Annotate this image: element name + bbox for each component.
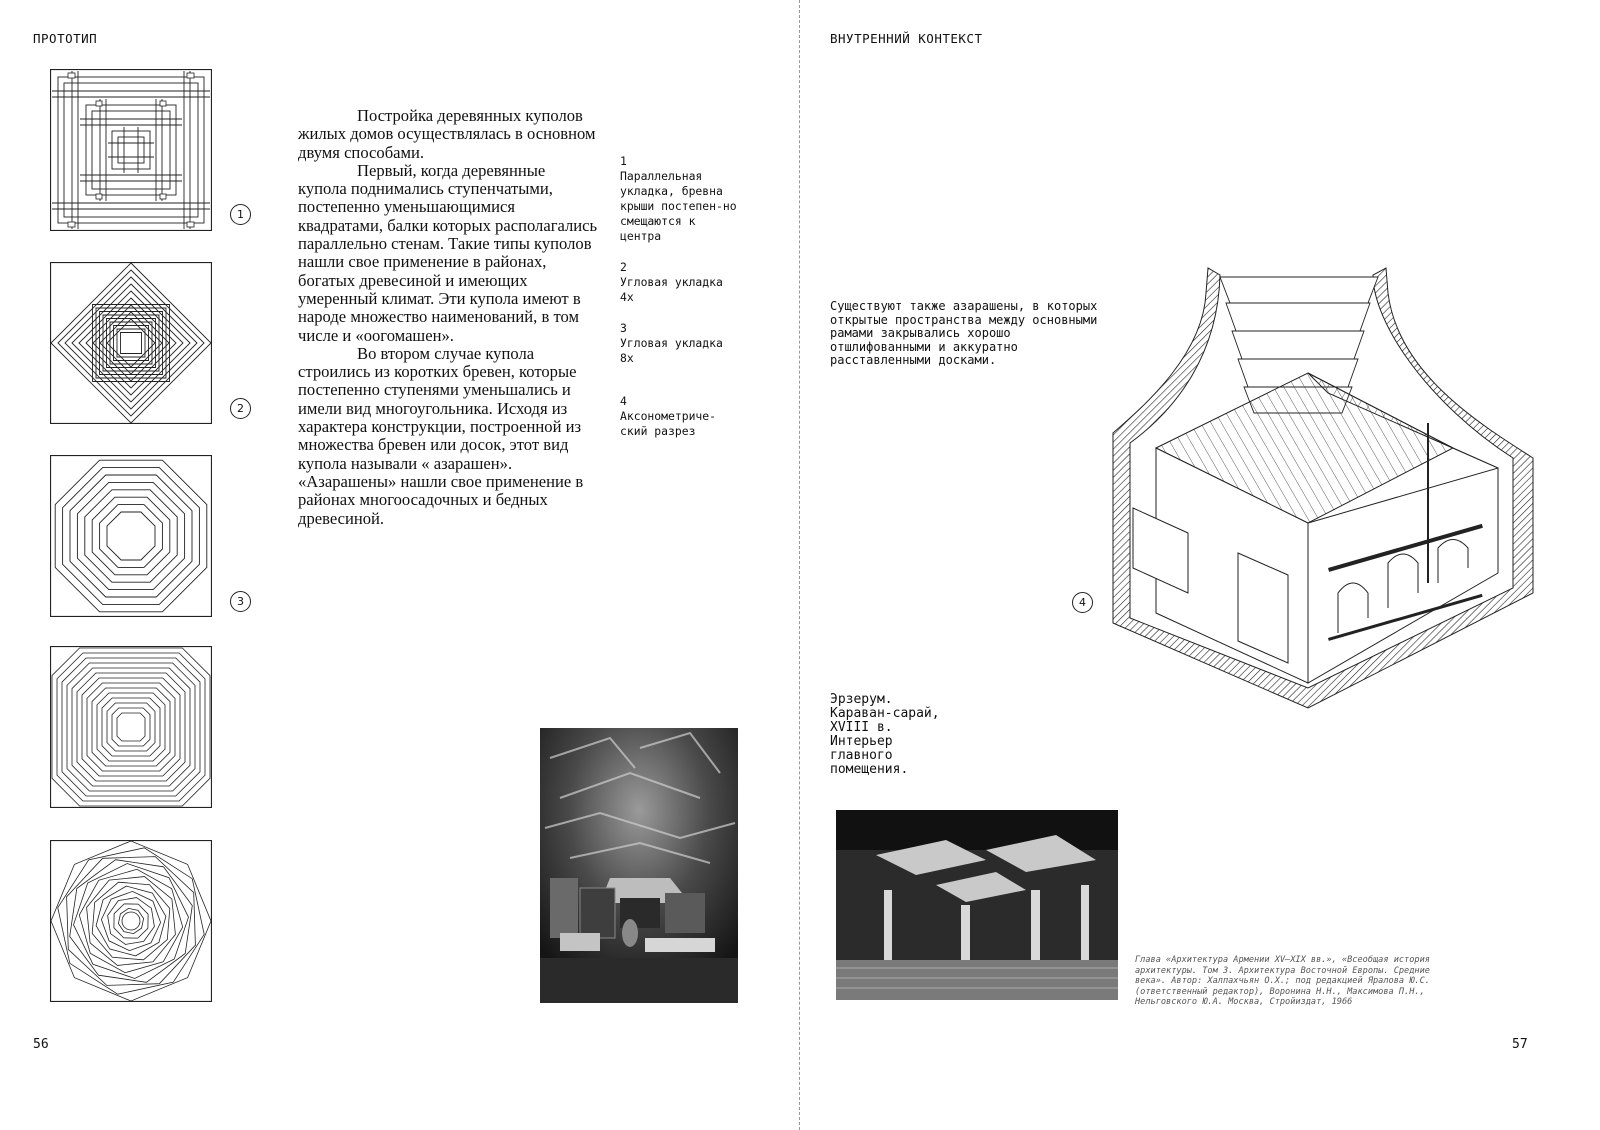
legend-text: Параллельная укладка, бревна крыши постепен-но смещаются к центра	[620, 169, 737, 243]
dome-plan-stepped-figure	[50, 646, 212, 808]
right-page-header: ВНУТРЕННИЙ КОНТЕКСТ	[830, 31, 983, 46]
page-gutter-divider	[799, 0, 800, 1130]
dome-plan-polygonal-figure	[50, 840, 212, 1002]
axonometric-section-drawing	[1108, 263, 1538, 713]
left-page-header: ПРОТОТИП	[33, 31, 98, 46]
legend-number: 1	[620, 154, 627, 168]
legend-number: 3	[620, 321, 627, 335]
dome-plan-corner-8x-figure	[50, 455, 212, 617]
dwelling-interior-photo	[540, 728, 738, 1003]
figure-marker-2: 2	[230, 398, 251, 419]
legend-number: 4	[620, 394, 627, 408]
caravanserai-interior-photo	[836, 810, 1118, 1000]
legend-text: Аксонометриче-ский разрез	[620, 409, 717, 438]
figure-legend	[620, 154, 740, 455]
azarashen-note: Существуют также азарашены, в которых открытые пространства между основными рамами закрывались хорошо отшлифованными и аккуратно расставленными досками.	[830, 299, 1098, 367]
legend-item	[620, 321, 740, 366]
figure-marker-1: 1	[230, 204, 251, 225]
caravanserai-caption: Эрзерум. Караван-сарай, XVIII в. Интерьер главного помещения.	[830, 692, 940, 777]
body-paragraph: Во втором случае купола строились из коротких бревен, которые постепенно ступенями уменьшались и имели вид многоугольника. Исходя из характера конструкции, построенной из множества бревен или досок, этот вид купола называли « азарашен». «Азарашены» нашли свое применение в районах многоосадочных и бедных древесиной.	[298, 343, 584, 528]
figure-marker-4: 4	[1072, 592, 1093, 613]
legend-item	[620, 154, 740, 244]
bibliographic-credits: Глава «Архитектура Армении XV–XIX вв.», «Всеобщая история архитектуры. Том 3. Архитектура Восточной Европы. Средние века». Автор: Халпахчьян О.Х.; под редакцией Яралова Ю.С. (ответственный редактор), Воронина Н.Н., Максимова П.Н., Нельговского Ю.А. Москва, Стройиздат, 1966	[1135, 955, 1430, 1007]
legend-text: Угловая укладка 8x	[620, 336, 723, 365]
body-paragraph: Первый, когда деревянные купола поднимались ступенчатыми, постепенно уменьшающимися квадратами, балки которых располагались параллельно стенам. Такие типы куполов нашли свое применение в районах, богатых древесиной и имеющих умеренный климат. Эти купола имеют в народе множество наименований, в том числе и «оогомашен».	[298, 160, 598, 345]
legend-item	[620, 394, 740, 439]
right-page-number: 57	[1512, 1037, 1528, 1052]
dome-plan-parallel-figure	[50, 69, 212, 231]
legend-text: Угловая укладка 4x	[620, 275, 723, 304]
body-text	[298, 107, 598, 528]
dome-plan-corner-4x-figure	[50, 262, 212, 424]
figure-marker-3: 3	[230, 591, 251, 612]
legend-item	[620, 260, 740, 305]
legend-number: 2	[620, 260, 627, 274]
body-paragraph: Постройка деревянных куполов жилых домов осуществлялась в основном двумя способами.	[298, 106, 596, 162]
left-page-number: 56	[33, 1037, 49, 1052]
